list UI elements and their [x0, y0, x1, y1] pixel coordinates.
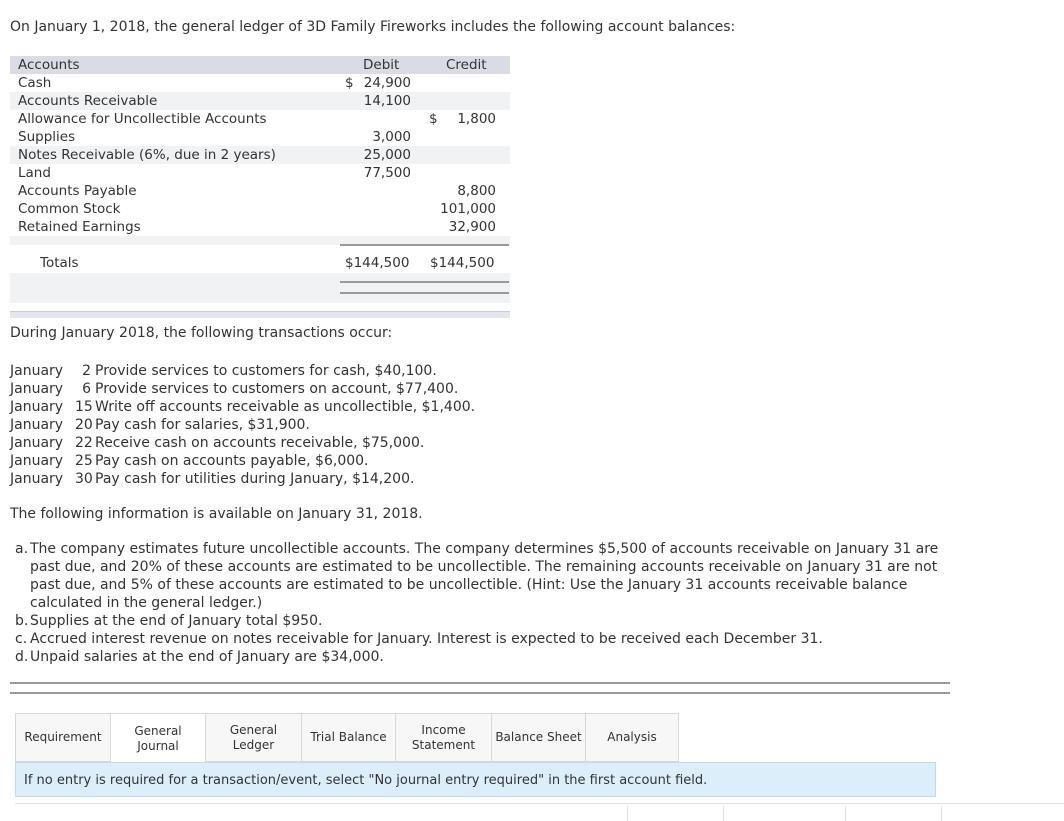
instruction-notice: If no entry is required for a transaction/event, select "No journal entry required" in the first account field.	[15, 762, 936, 797]
transaction-month: January	[10, 471, 64, 487]
transaction-item	[10, 434, 475, 452]
credit-value: 1,800	[457, 111, 496, 127]
info-item-text: Accrued interest revenue on notes receivable for January. Interest is expected to be received each December 31.	[30, 631, 823, 647]
info-item-text: Unpaid salaries at the end of January are $34,000.	[30, 649, 384, 665]
header-credit: Credit	[446, 57, 487, 73]
transaction-day: 20	[75, 417, 93, 433]
totals-row	[10, 254, 510, 272]
table-row	[10, 110, 510, 128]
info-item	[15, 540, 940, 612]
tab-balance-sheet[interactable]: Balance Sheet	[491, 713, 586, 762]
info-intro: The following information is available on January 31, 2018.	[10, 506, 423, 522]
footer-divider	[941, 806, 942, 821]
totals-debit: $144,500	[345, 255, 410, 271]
transaction-item	[10, 380, 475, 398]
totals-label: Totals	[40, 255, 79, 271]
transaction-item	[10, 470, 475, 488]
account-name: Retained Earnings	[18, 219, 141, 235]
table-row	[10, 128, 510, 146]
info-item-letter: d.	[15, 649, 29, 665]
account-name: Notes Receivable (6%, due in 2 years)	[18, 147, 276, 163]
tab-general-ledger[interactable]: General Ledger	[205, 713, 302, 762]
footer-rule	[15, 803, 1064, 804]
transactions-list	[10, 362, 475, 488]
transactions-intro: During January 2018, the following transactions occur:	[10, 325, 393, 341]
transaction-day: 25	[75, 453, 93, 469]
credit-value: 101,000	[440, 201, 496, 217]
table-row	[10, 74, 510, 92]
transaction-item	[10, 452, 475, 470]
tab-trial-balance[interactable]: Trial Balance	[301, 713, 396, 762]
tab-analysis[interactable]: Analysis	[585, 713, 679, 762]
transaction-item	[10, 398, 475, 416]
debit-value: 25,000	[363, 147, 411, 163]
transaction-text: Pay cash on accounts payable, $6,000.	[95, 453, 369, 469]
account-name: Allowance for Uncollectible Accounts	[18, 111, 267, 127]
table-row	[10, 164, 510, 182]
debit-value: 3,000	[372, 129, 411, 145]
info-item-letter: a.	[15, 541, 29, 557]
account-name: Common Stock	[18, 201, 121, 217]
transaction-day: 30	[75, 471, 93, 487]
transaction-month: January	[10, 453, 64, 469]
double-rule-top	[340, 281, 509, 283]
debit-value: 24,900	[363, 75, 411, 91]
footer-divider	[627, 806, 628, 821]
account-balances-table	[10, 56, 510, 236]
transaction-month: January	[10, 381, 64, 397]
transaction-day: 6	[82, 381, 91, 397]
transaction-month: January	[10, 417, 64, 433]
section-rule-bottom	[10, 692, 950, 694]
credit-currency: $	[429, 111, 438, 127]
footer-divider	[845, 806, 846, 821]
debit-value: 14,100	[363, 93, 411, 109]
transaction-month: January	[10, 363, 64, 379]
double-rule-bottom	[340, 292, 509, 294]
table-row	[10, 218, 510, 236]
transaction-text: Provide services to customers on account, $77,400.	[95, 381, 459, 397]
info-list	[15, 540, 940, 666]
intro-text: On January 1, 2018, the general ledger of 3D Family Fireworks includes the following account balances:	[10, 19, 736, 35]
tab-general-journal[interactable]: General Journal	[110, 713, 206, 764]
account-name: Accounts Payable	[18, 183, 137, 199]
header-debit: Debit	[363, 57, 400, 73]
table-header-row	[10, 56, 510, 74]
tab-income-statement[interactable]: Income Statement	[395, 713, 492, 762]
account-name: Land	[18, 165, 51, 181]
footer-divider	[723, 806, 724, 821]
info-item-letter: b.	[15, 613, 29, 629]
transaction-text: Receive cash on accounts receivable, $75,000.	[95, 435, 425, 451]
debit-value: 77,500	[363, 165, 411, 181]
info-item-letter: c.	[15, 631, 28, 647]
table-bottom-spacer	[10, 273, 510, 303]
info-item	[15, 630, 940, 648]
transaction-month: January	[10, 399, 64, 415]
totals-credit: $144,500	[430, 255, 495, 271]
credit-value: 32,900	[448, 219, 496, 235]
info-item	[15, 612, 940, 630]
transaction-day: 22	[75, 435, 93, 451]
account-name: Accounts Receivable	[18, 93, 158, 109]
table-footer-bar	[10, 311, 510, 318]
table-row	[10, 200, 510, 218]
transaction-month: January	[10, 435, 64, 451]
total-rule	[340, 244, 509, 246]
transaction-day: 2	[82, 363, 91, 379]
transaction-text: Pay cash for salaries, $31,900.	[95, 417, 310, 433]
info-item-text: The company estimates future uncollectible accounts. The company determines $5,500 of accounts receivable on January 31 are past due, and 20% of these accounts are estimated to be uncollectible. The remaining accounts receivable on January 31 are not past due, and 5% of these accounts are estimated to be uncollectible. (Hint: Use the January 31 accounts receivable balance calculated in the general ledger.)	[30, 541, 939, 611]
tab-requirement[interactable]: Requirement	[15, 713, 111, 762]
info-item	[15, 648, 940, 666]
transaction-item	[10, 416, 475, 434]
transaction-text: Pay cash for utilities during January, $14,200.	[95, 471, 415, 487]
transaction-item	[10, 362, 475, 380]
section-rule-top	[10, 682, 950, 684]
debit-currency: $	[345, 75, 354, 91]
transaction-day: 15	[75, 399, 93, 415]
account-name: Supplies	[18, 129, 76, 145]
table-row	[10, 92, 510, 110]
account-name: Cash	[18, 75, 52, 91]
table-row	[10, 182, 510, 200]
transaction-text: Provide services to customers for cash, $40,100.	[95, 363, 437, 379]
info-item-text: Supplies at the end of January total $950.	[30, 613, 323, 629]
header-accounts: Accounts	[18, 57, 80, 73]
table-row	[10, 146, 510, 164]
credit-value: 8,800	[457, 183, 496, 199]
transaction-text: Write off accounts receivable as uncollectible, $1,400.	[95, 399, 476, 415]
